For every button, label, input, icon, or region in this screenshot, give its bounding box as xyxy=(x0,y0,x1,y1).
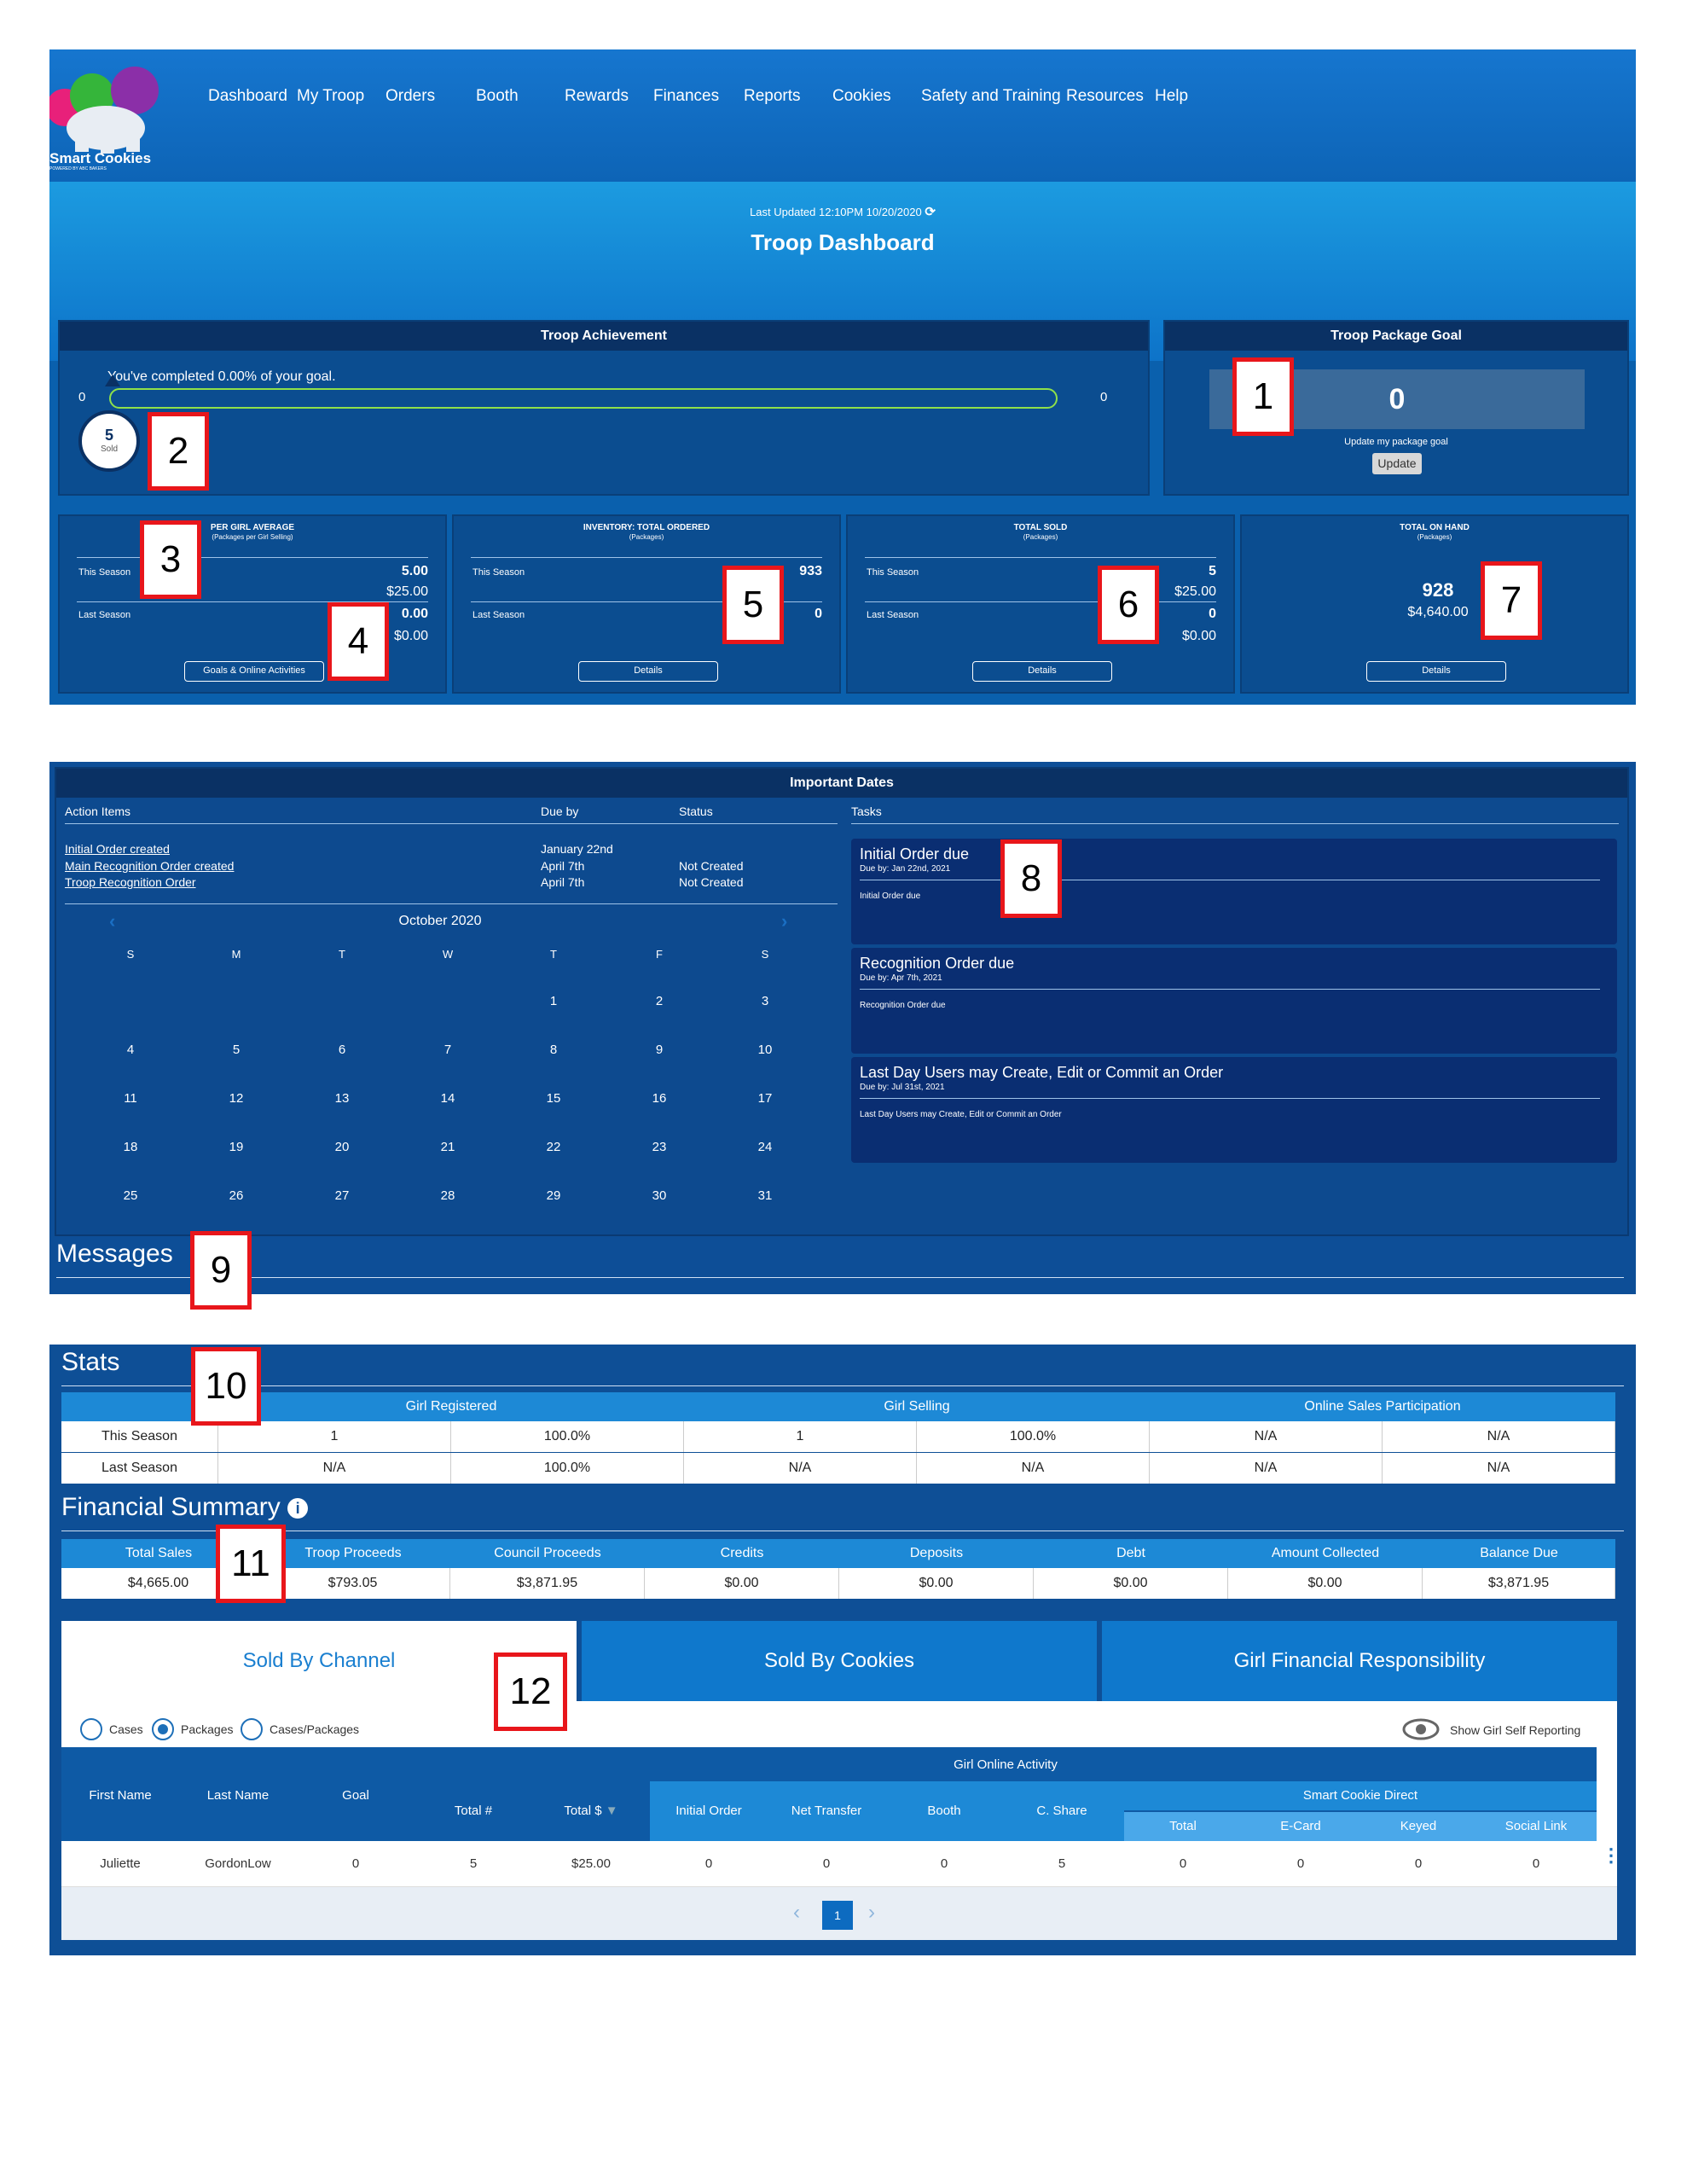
calendar-day[interactable]: 18 xyxy=(123,1140,138,1154)
stats-cell: N/A xyxy=(684,1453,917,1484)
inventory-title xyxy=(454,523,839,542)
callout-badge: 1 xyxy=(1232,357,1294,436)
nav-safety-training[interactable]: Safety and Training xyxy=(921,87,1061,105)
action-item-link[interactable]: Initial Order created xyxy=(65,842,170,856)
divider xyxy=(851,823,1619,824)
this-season-label: This Season xyxy=(472,567,525,578)
messages-heading: Messages xyxy=(56,1240,173,1268)
calendar-day[interactable]: 2 xyxy=(655,994,664,1008)
girl-cell: $25.00 xyxy=(571,1856,611,1871)
girl-cell: 0 xyxy=(1296,1856,1305,1871)
package-goal-value: 0 xyxy=(1388,383,1406,415)
girl-col[interactable] xyxy=(532,1804,650,1818)
task-desc: Recognition Order due xyxy=(860,1001,946,1010)
per-girl-last-value: 0.00 xyxy=(401,607,428,621)
girl-cell: 0 xyxy=(351,1856,360,1871)
radio-label: Packages xyxy=(181,1722,234,1736)
per-girl-title-text: PER GIRL AVERAGE xyxy=(210,523,295,532)
pagination-prev-icon[interactable]: ‹ xyxy=(793,1901,800,1924)
tab-content xyxy=(61,1701,1620,1940)
total-sold-subtitle: (Packages) xyxy=(1023,533,1058,541)
girl-col: First Name xyxy=(89,1788,152,1803)
on-hand-value: 928 xyxy=(1422,579,1454,601)
inventory-subtitle: (Packages) xyxy=(629,533,664,541)
calendar-day[interactable]: 12 xyxy=(229,1091,244,1106)
task-due: Due by: Apr 7th, 2021 xyxy=(860,973,942,983)
girl-cell: 0 xyxy=(1414,1856,1423,1871)
calendar-weekday: T xyxy=(550,948,557,961)
calendar-weekday: T xyxy=(339,948,345,961)
girl-col[interactable]: E-Card xyxy=(1280,1819,1321,1833)
inventory-details-button[interactable]: Details xyxy=(578,661,718,682)
action-item-due: April 7th xyxy=(541,875,585,889)
action-item-due: January 22nd xyxy=(541,842,613,856)
fin-header: Total Sales xyxy=(61,1539,256,1568)
last-updated xyxy=(49,204,1636,219)
calendar-weekday: F xyxy=(656,948,663,961)
stats-cell: N/A xyxy=(1150,1421,1383,1452)
girl-col[interactable]: Net Transfer xyxy=(791,1804,862,1818)
pagination-page[interactable]: 1 xyxy=(822,1901,853,1930)
troop-achievement-title: Troop Achievement xyxy=(60,322,1148,351)
fin-value: $0.00 xyxy=(1034,1568,1228,1599)
callout-badge: 6 xyxy=(1098,566,1159,644)
calendar-day[interactable]: 29 xyxy=(546,1188,561,1203)
girl-col[interactable]: Booth xyxy=(927,1804,961,1818)
last-season-label: Last Season xyxy=(472,610,525,620)
task-title: Initial Order due xyxy=(860,845,970,863)
task-card[interactable] xyxy=(851,948,1617,1054)
task-card[interactable] xyxy=(851,1057,1617,1163)
fin-value: $793.05 xyxy=(256,1568,450,1599)
goals-online-activities-button[interactable]: Goals & Online Activities xyxy=(184,661,324,682)
stats-cell: N/A xyxy=(218,1453,451,1484)
table-row[interactable] xyxy=(61,1841,1620,1887)
action-item-status: Not Created xyxy=(679,859,744,873)
girl-col[interactable]: C. Share xyxy=(1036,1804,1087,1818)
on-hand-subtitle: (Packages) xyxy=(1417,533,1452,541)
stats-cell: N/A xyxy=(1383,1421,1615,1452)
nav-orders[interactable]: Orders xyxy=(386,87,436,105)
calendar-day[interactable]: 28 xyxy=(440,1188,455,1203)
radio-cases[interactable] xyxy=(80,1718,102,1740)
smart-cookie-direct-header: Smart Cookie Direct xyxy=(1302,1788,1418,1803)
calendar-day[interactable]: 25 xyxy=(123,1188,138,1203)
calendar-month: October 2020 xyxy=(398,914,482,928)
nav-my-troop[interactable]: My Troop xyxy=(297,87,365,105)
total-sold-this-amount: $25.00 xyxy=(1174,584,1216,599)
total-sold-this-value: 5 xyxy=(1209,564,1216,578)
girl-cell: GordonLow xyxy=(205,1856,271,1871)
divider xyxy=(471,557,822,558)
refresh-icon[interactable]: ⟳ xyxy=(925,205,936,219)
last-season-label: Last Season xyxy=(78,610,131,620)
progress-end-label: 0 xyxy=(1100,390,1108,404)
nav-help[interactable]: Help xyxy=(1155,87,1189,105)
stats-cell: 100.0% xyxy=(917,1421,1150,1452)
on-hand-details-button[interactable]: Details xyxy=(1366,661,1506,682)
girl-col[interactable]: Keyed xyxy=(1400,1819,1437,1833)
callout-badge: 5 xyxy=(722,566,784,644)
calendar-next-icon[interactable]: › xyxy=(781,910,788,932)
task-title: Recognition Order due xyxy=(860,955,1015,972)
stats-cell: 100.0% xyxy=(451,1421,684,1452)
page-title: Troop Dashboard xyxy=(751,229,935,255)
calendar-day[interactable]: 20 xyxy=(334,1140,350,1154)
total-on-hand-panel xyxy=(1240,514,1629,694)
on-hand-title-text: TOTAL ON HAND xyxy=(1400,523,1470,532)
task-desc: Initial Order due xyxy=(860,892,921,901)
task-title: Last Day Users may Create, Edit or Commit an Order xyxy=(860,1064,1224,1081)
task-desc: Last Day Users may Create, Edit or Commit an Order xyxy=(860,1110,1062,1119)
fin-header: Deposits xyxy=(839,1539,1034,1568)
important-dates-title: Important Dates xyxy=(56,769,1627,798)
fin-value: $3,871.95 xyxy=(450,1568,645,1599)
callout-badge: 11 xyxy=(216,1525,286,1603)
calendar-day[interactable]: 19 xyxy=(229,1140,244,1154)
total-sold-last-amount: $0.00 xyxy=(1181,629,1216,643)
stats-cell: 1 xyxy=(684,1421,917,1452)
calendar-day[interactable]: 8 xyxy=(549,1043,558,1057)
progress-bar xyxy=(109,388,1058,409)
show-self-reporting-label[interactable]: Show Girl Self Reporting xyxy=(1450,1723,1581,1737)
col-status: Status xyxy=(679,804,713,818)
callout-badge: 2 xyxy=(148,412,209,491)
calendar-day[interactable]: 9 xyxy=(655,1043,664,1057)
action-item-link[interactable]: Main Recognition Order created xyxy=(65,859,235,873)
calendar-day[interactable]: 5 xyxy=(232,1043,241,1057)
total-sold-panel xyxy=(846,514,1235,694)
calendar-day[interactable]: 3 xyxy=(761,994,769,1008)
radio-cases-packages[interactable] xyxy=(241,1718,263,1740)
girl-table-header xyxy=(61,1747,1597,1841)
calendar-day[interactable]: 11 xyxy=(124,1091,137,1106)
action-item-status: Not Created xyxy=(679,875,744,889)
fin-header: Credits xyxy=(645,1539,839,1568)
calendar-day[interactable]: 10 xyxy=(757,1043,773,1057)
calendar-day[interactable]: 1 xyxy=(549,994,558,1008)
update-goal-button[interactable]: Update xyxy=(1372,453,1422,474)
update-goal-text: Update my package goal xyxy=(1344,437,1448,447)
calendar-day[interactable]: 30 xyxy=(652,1188,667,1203)
last-updated-text: Last Updated 12:10PM 10/20/2020 xyxy=(750,206,922,218)
nav-cookies[interactable]: Cookies xyxy=(832,87,891,105)
tab-sold-by-channel[interactable]: Sold By Channel xyxy=(61,1621,577,1701)
girl-cell: Juliette xyxy=(100,1856,141,1871)
calendar-prev-icon[interactable]: ‹ xyxy=(109,910,116,932)
per-girl-last-amount: $0.00 xyxy=(393,629,428,643)
stats-row-label: This Season xyxy=(61,1421,218,1452)
calendar-day[interactable]: 21 xyxy=(440,1140,455,1154)
nav-resources[interactable]: Resources xyxy=(1066,87,1144,105)
radio-label: Cases/Packages xyxy=(270,1722,360,1736)
calendar-day[interactable]: 17 xyxy=(757,1091,773,1106)
callout-badge: 9 xyxy=(190,1231,252,1310)
top-navigation xyxy=(49,49,1636,182)
per-girl-title xyxy=(60,523,445,542)
calendar-day[interactable]: 13 xyxy=(334,1091,350,1106)
calendar-weekday: S xyxy=(761,948,769,961)
calendar-day[interactable]: 22 xyxy=(546,1140,561,1154)
fin-value: $3,871.95 xyxy=(1423,1568,1615,1599)
fin-header: Amount Collected xyxy=(1228,1539,1423,1568)
divider xyxy=(65,823,838,824)
task-due: Due by: Jul 31st, 2021 xyxy=(860,1083,945,1092)
girl-online-activity-header: Girl Online Activity xyxy=(954,1757,1058,1772)
callout-badge: 4 xyxy=(328,602,389,681)
fin-header: Troop Proceeds xyxy=(256,1539,450,1568)
this-season-label: This Season xyxy=(78,567,131,578)
per-girl-this-value: 5.00 xyxy=(401,564,428,578)
total-sold-title-text: TOTAL SOLD xyxy=(1013,523,1068,532)
calendar-day[interactable]: 23 xyxy=(652,1140,667,1154)
filter-icon[interactable]: ▼ xyxy=(601,1804,618,1818)
per-girl-subtitle: (Packages per Girl Selling) xyxy=(212,533,293,541)
fin-header: Council Proceeds xyxy=(450,1539,645,1568)
task-card[interactable] xyxy=(851,839,1617,944)
stats-header-girl-registered: Girl Registered xyxy=(218,1392,684,1421)
girl-cell: 0 xyxy=(940,1856,948,1871)
progress-marker-icon xyxy=(105,375,120,386)
stats-cell: N/A xyxy=(1150,1453,1383,1484)
calendar-weekday: W xyxy=(442,948,454,961)
inventory-this-value: 933 xyxy=(799,564,822,578)
eye-icon[interactable] xyxy=(1402,1716,1440,1746)
calendar-day[interactable]: 16 xyxy=(652,1091,667,1106)
financial-summary-heading xyxy=(61,1493,308,1522)
callout-badge: 3 xyxy=(140,520,201,599)
divider xyxy=(56,1277,1624,1278)
sold-label: Sold xyxy=(100,444,118,454)
radio-label: Cases xyxy=(109,1722,143,1736)
divider xyxy=(865,601,1216,602)
stats-cell: 100.0% xyxy=(451,1453,684,1484)
total-sold-details-button[interactable]: Details xyxy=(972,661,1112,682)
divider xyxy=(865,557,1216,558)
calendar-day[interactable]: 14 xyxy=(440,1091,455,1106)
col-tasks: Tasks xyxy=(851,804,882,818)
info-icon[interactable]: i xyxy=(287,1498,308,1519)
callout-badge: 10 xyxy=(191,1347,261,1426)
last-season-label: Last Season xyxy=(867,610,919,620)
eye-graphic xyxy=(1402,1716,1440,1742)
pagination-next-icon[interactable]: › xyxy=(868,1901,875,1924)
calendar-weekday: M xyxy=(231,948,241,961)
stats-cell: N/A xyxy=(1383,1453,1615,1484)
col-action-items: Action Items xyxy=(65,804,131,818)
nav-finances[interactable]: Finances xyxy=(653,87,720,105)
per-girl-this-amount: $25.00 xyxy=(386,584,428,599)
stats-header-girl-selling: Girl Selling xyxy=(684,1392,1150,1421)
tab-sold-by-cookies[interactable]: Sold By Cookies xyxy=(582,1621,1097,1701)
stats-header-online-sales: Online Sales Participation xyxy=(1150,1392,1615,1421)
girl-cell: 0 xyxy=(822,1856,831,1871)
calendar-day[interactable]: 7 xyxy=(443,1043,452,1057)
girl-cell: 0 xyxy=(704,1856,713,1871)
stats-cell: N/A xyxy=(917,1453,1150,1484)
fin-value: $0.00 xyxy=(1228,1568,1423,1599)
action-item-due: April 7th xyxy=(541,859,585,873)
progress-start-label: 0 xyxy=(78,390,86,404)
divider xyxy=(65,903,838,904)
calendar-day[interactable]: 27 xyxy=(334,1188,350,1203)
pagination-bar xyxy=(61,1887,1617,1940)
fin-header: Debt xyxy=(1034,1539,1228,1568)
tab-girl-financial-responsibility[interactable]: Girl Financial Responsibility xyxy=(1102,1621,1617,1701)
total-sold-title xyxy=(848,523,1233,542)
on-hand-title xyxy=(1242,523,1627,542)
important-dates-section xyxy=(49,762,1636,1294)
fin-value: $0.00 xyxy=(839,1568,1034,1599)
girl-col[interactable]: Total # xyxy=(454,1804,493,1818)
divider xyxy=(860,1098,1600,1099)
sold-count: 5 xyxy=(104,427,113,444)
divider xyxy=(61,1385,1624,1386)
calendar-day[interactable]: 4 xyxy=(126,1043,135,1057)
girl-col-label: Total $ xyxy=(564,1804,602,1818)
nav-rewards[interactable]: Rewards xyxy=(565,87,629,105)
girl-cell: 5 xyxy=(469,1856,478,1871)
stats-cell: 1 xyxy=(218,1421,451,1452)
calendar-day[interactable]: 24 xyxy=(757,1140,773,1154)
logo-subtext: POWERED BY ABC BAKERS xyxy=(49,166,107,171)
inventory-last-value: 0 xyxy=(815,607,822,621)
calendar-day[interactable]: 6 xyxy=(338,1043,346,1057)
calendar-weekday: S xyxy=(126,948,135,961)
task-due: Due by: Jan 22nd, 2021 xyxy=(860,864,951,874)
stats-row-label: Last Season xyxy=(61,1453,218,1484)
inventory-title-text: INVENTORY: TOTAL ORDERED xyxy=(583,523,710,532)
callout-badge: 8 xyxy=(1000,839,1062,918)
stats-heading: Stats xyxy=(61,1348,120,1376)
this-season-label: This Season xyxy=(867,567,919,578)
troop-achievement-panel xyxy=(58,320,1150,496)
girl-col: Goal xyxy=(342,1788,369,1803)
calendar-day[interactable]: 15 xyxy=(546,1091,561,1106)
fin-value: $4,665.00 xyxy=(61,1568,256,1599)
nav-reports[interactable]: Reports xyxy=(744,87,801,105)
row-menu-icon[interactable]: ⋮ xyxy=(1602,1844,1620,1866)
important-dates-panel xyxy=(55,767,1629,1236)
girl-col[interactable]: Social Link xyxy=(1504,1819,1568,1833)
nav-booth[interactable]: Booth xyxy=(476,87,519,105)
divider xyxy=(77,557,428,558)
calendar-day[interactable]: 26 xyxy=(229,1188,244,1203)
radio-packages[interactable] xyxy=(152,1718,174,1740)
fin-header: Balance Due xyxy=(1423,1539,1615,1568)
calendar-day[interactable]: 31 xyxy=(757,1188,773,1203)
girl-cell: 0 xyxy=(1179,1856,1187,1871)
on-hand-amount: $4,640.00 xyxy=(1407,605,1469,619)
logo-text: Smart Cookies xyxy=(49,150,152,166)
financial-summary-title: Financial Summary xyxy=(61,1493,281,1521)
achievement-text: You've completed 0.00% of your goal. xyxy=(107,369,336,384)
nav-dashboard[interactable]: Dashboard xyxy=(208,87,287,105)
total-sold-last-value: 0 xyxy=(1209,607,1216,621)
callout-badge: 7 xyxy=(1481,561,1542,640)
smart-cookies-logo[interactable] xyxy=(49,55,169,174)
divider xyxy=(860,989,1600,990)
girl-col[interactable]: Total xyxy=(1169,1819,1197,1833)
col-due-by: Due by xyxy=(541,804,579,818)
action-item-link[interactable]: Troop Recognition Order xyxy=(65,875,196,889)
radio-selected-dot xyxy=(158,1724,168,1734)
package-goal-title: Troop Package Goal xyxy=(1165,322,1627,351)
girl-col: Last Name xyxy=(206,1788,270,1803)
sold-bubble xyxy=(78,410,140,472)
dashboard-top-section xyxy=(49,49,1636,705)
girl-col[interactable]: Initial Order xyxy=(675,1804,742,1818)
girl-cell: 0 xyxy=(1532,1856,1540,1871)
fin-value: $0.00 xyxy=(645,1568,839,1599)
girl-cell: 5 xyxy=(1058,1856,1066,1871)
callout-badge: 12 xyxy=(494,1653,567,1731)
